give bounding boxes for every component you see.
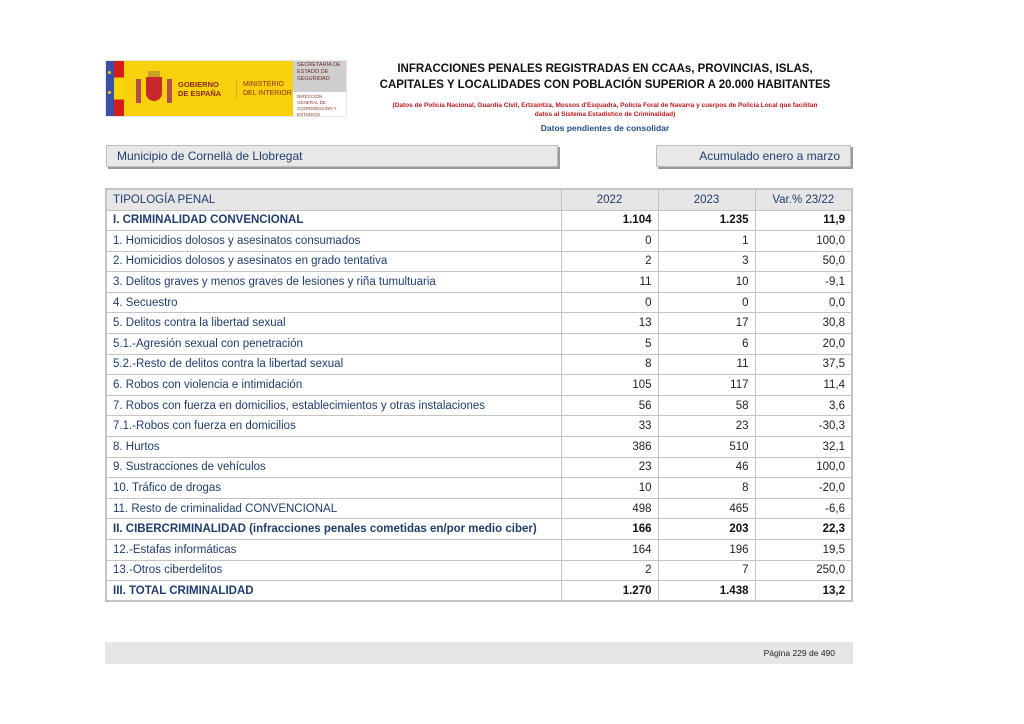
table-row: [106, 272, 852, 293]
row-label: 8. Hurtos: [106, 437, 561, 458]
table-row: [106, 354, 852, 375]
value-2023: 46: [658, 457, 755, 478]
value-variation: 11,4: [755, 375, 852, 396]
data-source-note: (Datos de Policía Nacional, Guardia Civil, Ertzaintza, Mossos d'Esquadra, Policía Foral de Navarra y cuerpos de Policía Local que facilitan datos al Sistema Estadístico de Criminalidad): [392, 102, 818, 118]
table-row: [106, 334, 852, 355]
value-2022: 10: [561, 478, 658, 499]
value-2023: 17: [658, 313, 755, 334]
value-2022: 166: [561, 519, 658, 540]
value-2023: 8: [658, 478, 755, 499]
value-2022: 386: [561, 437, 658, 458]
value-2022: 2: [561, 560, 658, 581]
value-2023: 510: [658, 437, 755, 458]
value-variation: 0,0: [755, 292, 852, 313]
value-variation: 3,6: [755, 395, 852, 416]
pending-note: Datos pendientes de consolidar: [540, 123, 670, 133]
value-2022: 11: [561, 272, 658, 293]
page-title: INFRACCIONES PENALES REGISTRADAS EN CCAAs, PROVINCIAS, ISLAS, CAPITALES Y LOCALIDADES CON POBLACIÓN SUPERIOR A 20.000 HABITANTES: [379, 63, 831, 91]
header-2022: 2022: [561, 189, 658, 210]
table-row: [106, 395, 852, 416]
value-2022: 1.270: [561, 581, 658, 602]
page-footer: [105, 642, 853, 664]
value-2023: 117: [658, 375, 755, 396]
value-variation: 50,0: [755, 251, 852, 272]
row-label: 10. Tráfico de drogas: [106, 478, 561, 499]
value-2022: 1.104: [561, 210, 658, 231]
value-2023: 10: [658, 272, 755, 293]
value-2023: 6: [658, 334, 755, 355]
table-row: [106, 375, 852, 396]
value-2022: 8: [561, 354, 658, 375]
row-label: 13.-Otros ciberdelitos: [106, 560, 561, 581]
value-2022: 0: [561, 292, 658, 313]
row-label: 7. Robos con fuerza en domicilios, establecimientos y otras instalaciones: [106, 395, 561, 416]
value-2023: 1.235: [658, 210, 755, 231]
flag-stripe: [106, 61, 124, 116]
row-label: 5.1.-Agresión sexual con penetración: [106, 334, 561, 355]
value-2023: 1: [658, 231, 755, 252]
value-2023: 196: [658, 540, 755, 561]
value-2022: 13: [561, 313, 658, 334]
logo-yellow-panel: [124, 61, 293, 116]
value-variation: -6,6: [755, 498, 852, 519]
row-label: 11. Resto de criminalidad CONVENCIONAL: [106, 498, 561, 519]
table-row: [106, 498, 852, 519]
table-row: [106, 581, 852, 602]
value-variation: 100,0: [755, 231, 852, 252]
row-label: 3. Delitos graves y menos graves de lesiones y riña tumultuaria: [106, 272, 561, 293]
table-row: [106, 231, 852, 252]
value-2023: 23: [658, 416, 755, 437]
coat-of-arms-icon: [134, 69, 174, 109]
row-label: 12.-Estafas informáticas: [106, 540, 561, 561]
value-2023: 1.438: [658, 581, 755, 602]
table-row: [106, 416, 852, 437]
table-row: [106, 519, 852, 540]
row-label: 1. Homicidios dolosos y asesinatos consumados: [106, 231, 561, 252]
value-variation: 20,0: [755, 334, 852, 355]
logo-gobierno-text: GOBIERNO DE ESPAÑA: [178, 79, 222, 98]
row-label: 2. Homicidios dolosos y asesinatos en grado tentativa: [106, 251, 561, 272]
row-label: 4. Secuestro: [106, 292, 561, 313]
value-2023: 3: [658, 251, 755, 272]
value-variation: 13,2: [755, 581, 852, 602]
logo-secretaria-text: SECRETARÍA DE ESTADO DE SEGURIDAD: [293, 61, 346, 92]
value-2023: 465: [658, 498, 755, 519]
value-variation: -20,0: [755, 478, 852, 499]
value-2022: 56: [561, 395, 658, 416]
table-row: [106, 540, 852, 561]
value-variation: 19,5: [755, 540, 852, 561]
page-number: Página 229 de 490: [763, 648, 835, 658]
header-2023: 2023: [658, 189, 755, 210]
table-row: [106, 313, 852, 334]
value-2022: 164: [561, 540, 658, 561]
table-row: [106, 457, 852, 478]
table-row: [106, 560, 852, 581]
value-variation: 37,5: [755, 354, 852, 375]
value-2022: 0: [561, 231, 658, 252]
row-label: II. CIBERCRIMINALIDAD (infracciones penales cometidas en/por medio ciber): [106, 519, 561, 540]
header-tipologia: TIPOLOGÍA PENAL: [106, 189, 561, 210]
municipality-label: Municipio de Cornellà de Llobregat: [106, 145, 558, 167]
value-variation: 22,3: [755, 519, 852, 540]
value-2023: 58: [658, 395, 755, 416]
table-header-row: [106, 189, 852, 210]
logo-direccion-text: DIRECCIÓN GENERAL DE COORDINACIÓN Y ESTUDIOS: [297, 94, 337, 117]
value-2022: 23: [561, 457, 658, 478]
crime-statistics-table: [105, 188, 853, 602]
table-row: [106, 437, 852, 458]
value-variation: 100,0: [755, 457, 852, 478]
value-2022: 33: [561, 416, 658, 437]
table-row: [106, 478, 852, 499]
logo-ministerio-text: MINISTERIO DEL INTERIOR: [236, 80, 293, 98]
row-label: 5.2.-Resto de delitos contra la libertad sexual: [106, 354, 561, 375]
table-row: [106, 251, 852, 272]
logo-secretaria-panel: [293, 61, 346, 116]
row-label: 5. Delitos contra la libertad sexual: [106, 313, 561, 334]
value-2023: 0: [658, 292, 755, 313]
row-label: 7.1.-Robos con fuerza en domicilios: [106, 416, 561, 437]
table-row: [106, 210, 852, 231]
row-label: 6. Robos con violencia e intimidación: [106, 375, 561, 396]
value-2022: 5: [561, 334, 658, 355]
value-variation: 32,1: [755, 437, 852, 458]
government-logo: [105, 60, 347, 117]
value-variation: 11,9: [755, 210, 852, 231]
table-row: [106, 292, 852, 313]
value-variation: 250,0: [755, 560, 852, 581]
period-label: Acumulado enero a marzo: [656, 145, 851, 167]
value-2023: 11: [658, 354, 755, 375]
value-2023: 7: [658, 560, 755, 581]
value-2022: 105: [561, 375, 658, 396]
row-label: 9. Sustracciones de vehículos: [106, 457, 561, 478]
value-variation: 30,8: [755, 313, 852, 334]
header-variation: Var.% 23/22: [755, 189, 852, 210]
row-label: I. CRIMINALIDAD CONVENCIONAL: [106, 210, 561, 231]
row-label: III. TOTAL CRIMINALIDAD: [106, 581, 561, 602]
value-variation: -9,1: [755, 272, 852, 293]
value-2023: 203: [658, 519, 755, 540]
value-2022: 498: [561, 498, 658, 519]
value-2022: 2: [561, 251, 658, 272]
value-variation: -30,3: [755, 416, 852, 437]
